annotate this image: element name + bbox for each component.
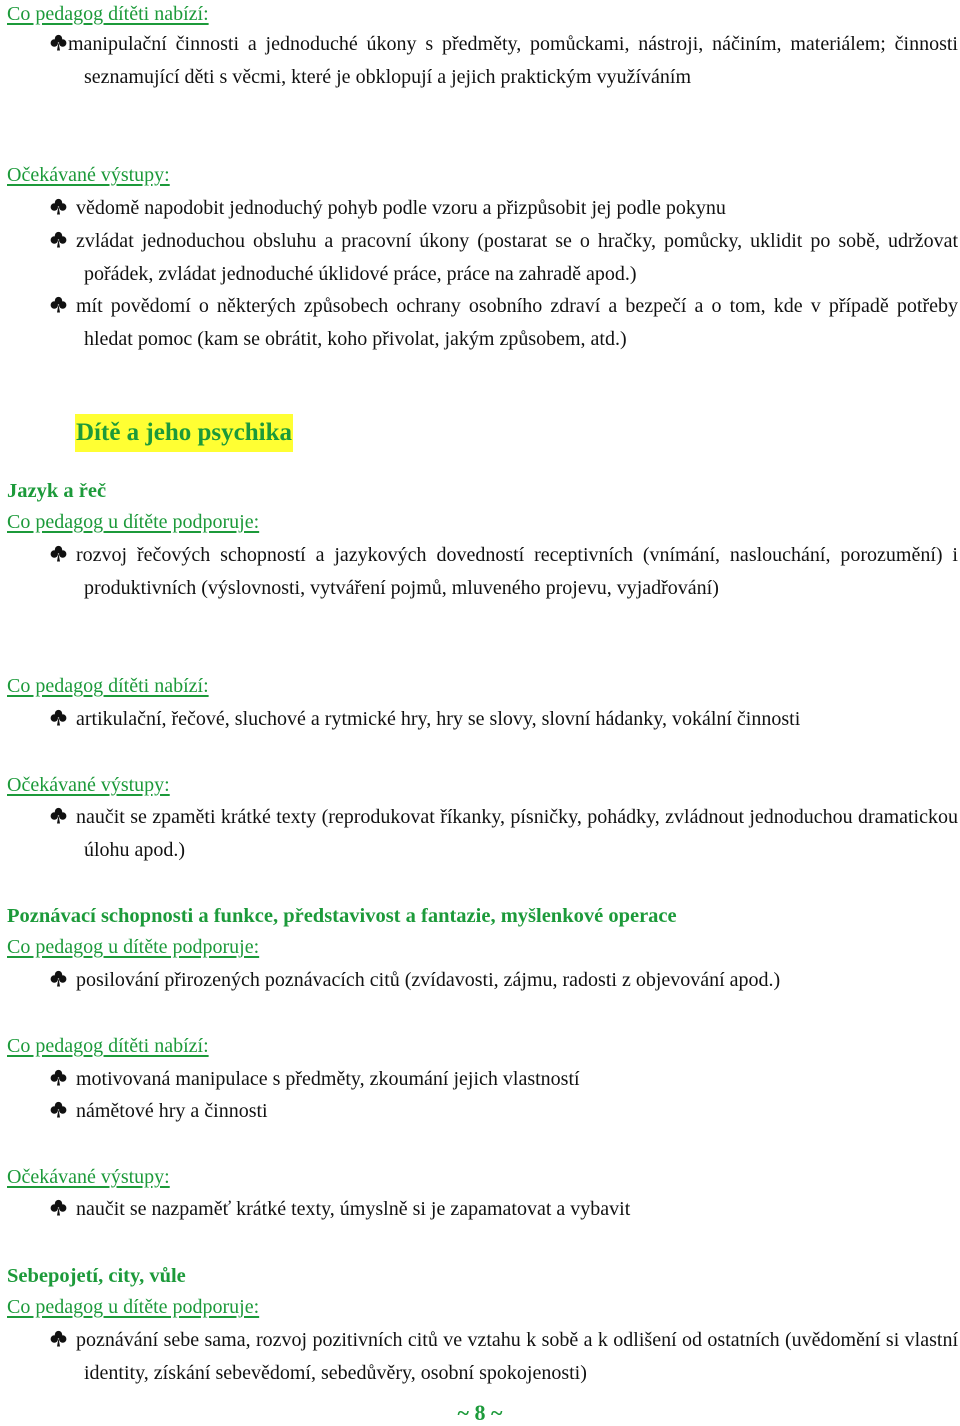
heading-vystupy: Očekávané výstupy: — [7, 1166, 170, 1188]
list-item-text: naučit se nazpaměť krátké texty, úmyslně si je zapamatovat a vybavit — [76, 1198, 631, 1220]
list-item — [0, 964, 958, 997]
page-number: ~ 8 ~ — [457, 1400, 503, 1425]
club-icon — [50, 709, 67, 726]
subsection-title-jazyk: Jazyk a řeč — [7, 480, 107, 502]
list-item — [0, 539, 958, 605]
club-icon — [50, 198, 67, 215]
heading-podporuje: Co pedagog u dítěte podporuje: — [7, 1296, 260, 1318]
list-item — [0, 1063, 958, 1096]
heading-nabizi: Co pedagog dítěti nabízí: — [7, 675, 209, 697]
club-icon — [50, 807, 67, 824]
list-item — [0, 801, 958, 867]
list-item — [0, 192, 958, 225]
list-item-text: poznávání sebe sama, rozvoj pozitivních citů ve vztahu k sobě a k odlišení od ostatních (uvědomění si vlastní identity, získání sebevědomí, sebedůvěry, osobní spokojenosti) — [76, 1329, 958, 1384]
subsection-title-poznavaci: Poznávací schopnosti a funkce, představivost a fantazie, myšlenkové operace — [7, 905, 677, 927]
club-icon — [50, 1069, 67, 1086]
list-item-text: motivovaná manipulace s předměty, zkoumání jejich vlastností — [76, 1068, 580, 1090]
club-icon — [50, 1330, 67, 1347]
list-item — [0, 1095, 958, 1128]
list-item-text: posilování přirozených poznávacích citů (zvídavosti, zájmu, radosti z objevování apod.) — [76, 969, 781, 991]
list-item — [0, 290, 958, 356]
club-icon — [50, 34, 67, 51]
section-title: Dítě a jeho psychika — [75, 414, 293, 452]
heading-podporuje: Co pedagog u dítěte podporuje: — [7, 511, 260, 533]
list-item-text: manipulační činnosti a jednoduché úkony s předměty, pomůckami, nástroji, náčiním, materiálem; činnosti seznamující děti s věcmi, které je obklopují a jejich praktickým využíváním — [68, 33, 958, 88]
club-icon — [50, 970, 67, 987]
list-item — [0, 1324, 958, 1390]
list-item-text: mít povědomí o některých způsobech ochrany osobního zdraví a bezpečí a o tom, kde v případě potřeby hledat pomoc (kam se obrátit, koho přivolat, jakým způsobem, atd.) — [76, 295, 958, 350]
heading-nabizi: Co pedagog dítěti nabízí: — [7, 3, 209, 25]
club-icon — [50, 545, 67, 562]
subsection-title-sebepojeti: Sebepojetí, city, vůle — [7, 1265, 186, 1287]
list-item-text: vědomě napodobit jednoduchý pohyb podle vzoru a přizpůsobit jej podle pokynu — [76, 197, 726, 219]
list-item-text: námětové hry a činnosti — [76, 1100, 268, 1122]
club-icon — [50, 231, 67, 248]
list-item — [0, 225, 958, 291]
list-item — [0, 28, 958, 94]
list-item-text: artikulační, řečové, sluchové a rytmické hry, hry se slovy, slovní hádanky, vokální činnosti — [76, 708, 801, 730]
list-item-text: rozvoj řečových schopností a jazykových dovedností receptivních (vnímání, naslouchání, porozumění) i produktivních (výslovnosti, vytváření pojmů, mluveného projevu, vyjadřování) — [76, 544, 958, 599]
list-item-text: zvládat jednoduchou obsluhu a pracovní úkony (postarat se o hračky, pomůcky, uklidit po sobě, udržovat pořádek, zvládat jednoduché úklidové práce, práce na zahradě apod.) — [76, 230, 958, 285]
heading-nabizi: Co pedagog dítěti nabízí: — [7, 1035, 209, 1057]
heading-podporuje: Co pedagog u dítěte podporuje: — [7, 936, 260, 958]
list-item-text: naučit se zpaměti krátké texty (reprodukovat říkanky, písničky, pohádky, zvládnout jednoduchou dramatickou úlohu apod.) — [76, 806, 958, 861]
club-icon — [50, 296, 67, 313]
heading-vystupy: Očekávané výstupy: — [7, 774, 170, 796]
list-item — [0, 1193, 958, 1226]
list-item — [0, 703, 958, 736]
heading-vystupy: Očekávané výstupy: — [7, 164, 170, 186]
club-icon — [50, 1101, 67, 1118]
club-icon — [50, 1199, 67, 1216]
